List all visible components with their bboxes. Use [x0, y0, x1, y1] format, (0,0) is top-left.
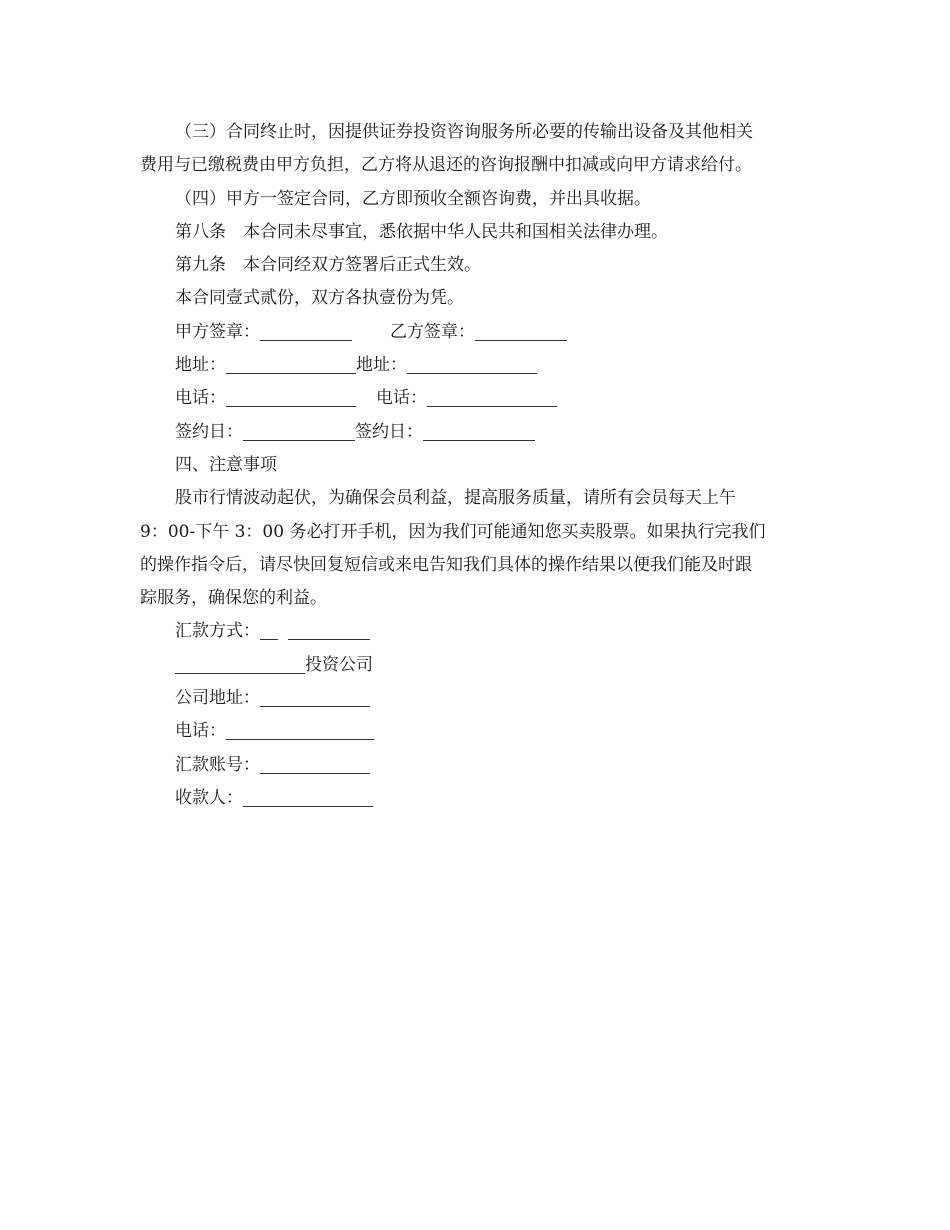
payee-row [140, 782, 816, 815]
remittance-account-blank [260, 772, 370, 774]
signature-row [140, 316, 816, 349]
company-address-label: 公司地址： [175, 688, 260, 709]
clause-3-line-2: 费用与已缴税费由甲方负担，乙方将从退还的咨询报酬中扣减或向甲方请求给付。 [140, 155, 752, 176]
remittance-method-blank-short [260, 638, 278, 640]
party-a-address-blank [226, 372, 356, 374]
remittance-method-row [140, 615, 816, 648]
remittance-account-label: 汇款账号： [175, 754, 260, 775]
phone-row [140, 382, 816, 415]
party-a-date-label: 签约日： [175, 421, 243, 442]
document-body [140, 116, 816, 815]
party-b-date-label: 签约日： [355, 421, 423, 442]
address-row [140, 349, 816, 382]
party-a-date-blank [243, 439, 355, 441]
party-b-address-label: 地址： [356, 355, 407, 376]
company-phone-label: 电话： [175, 721, 226, 742]
payee-blank [243, 805, 373, 807]
company-phone-blank [226, 738, 374, 740]
remittance-account-row [140, 749, 816, 782]
article-8: 第八条 本合同未尽事宜，悉依据中华人民共和国相关法律办理。 [175, 221, 668, 242]
party-b-phone-label: 电话： [376, 388, 427, 409]
notice-line-3: 的操作指令后，请尽快回复短信或来电告知我们具体的操作结果以便我们能及时跟 [140, 554, 752, 575]
remittance-method-label: 汇款方式： [175, 621, 260, 642]
party-a-phone-blank [226, 405, 356, 407]
clause-4: （四）甲方一签定合同，乙方即预收全额咨询费，并出具收据。 [175, 188, 651, 209]
notice-heading: 四、注意事项 [175, 454, 277, 475]
date-row [140, 416, 816, 449]
party-a-address-label: 地址： [175, 355, 226, 376]
party-b-signature-label: 乙方签章： [390, 321, 475, 342]
company-name-blank [175, 672, 305, 674]
article-9: 第九条 本合同经双方签署后正式生效。 [175, 255, 481, 276]
party-b-address-blank [407, 372, 537, 374]
clause-3-line-1: （三）合同终止时，因提供证券投资咨询服务所必要的传输出设备及其他相关 [175, 122, 753, 142]
company-phone-row [140, 715, 816, 748]
company-name-row [140, 649, 816, 682]
notice-line-2: 9：00-下午 3：00 务必打开手机，因为我们可能通知您买卖股票。如果执行完我们 [140, 521, 766, 542]
company-address-row [140, 682, 816, 715]
remittance-method-blank [288, 638, 370, 640]
company-suffix: 投资公司 [305, 654, 373, 675]
party-a-signature-label: 甲方签章： [175, 321, 260, 342]
party-a-phone-label: 电话： [175, 388, 226, 409]
party-b-signature-blank [475, 339, 567, 341]
party-b-phone-blank [427, 405, 557, 407]
company-address-blank [260, 705, 370, 707]
notice-line-4: 踪服务，确保您的利益。 [140, 588, 327, 609]
party-b-date-blank [423, 439, 535, 441]
payee-label: 收款人： [175, 787, 243, 808]
notice-line-1: 股市行情波动起伏，为确保会员利益，提高服务质量，请所有会员每天上午 [175, 488, 736, 509]
party-a-signature-blank [260, 339, 352, 341]
copies-statement: 本合同壹式贰份，双方各执壹份为凭。 [175, 288, 464, 309]
